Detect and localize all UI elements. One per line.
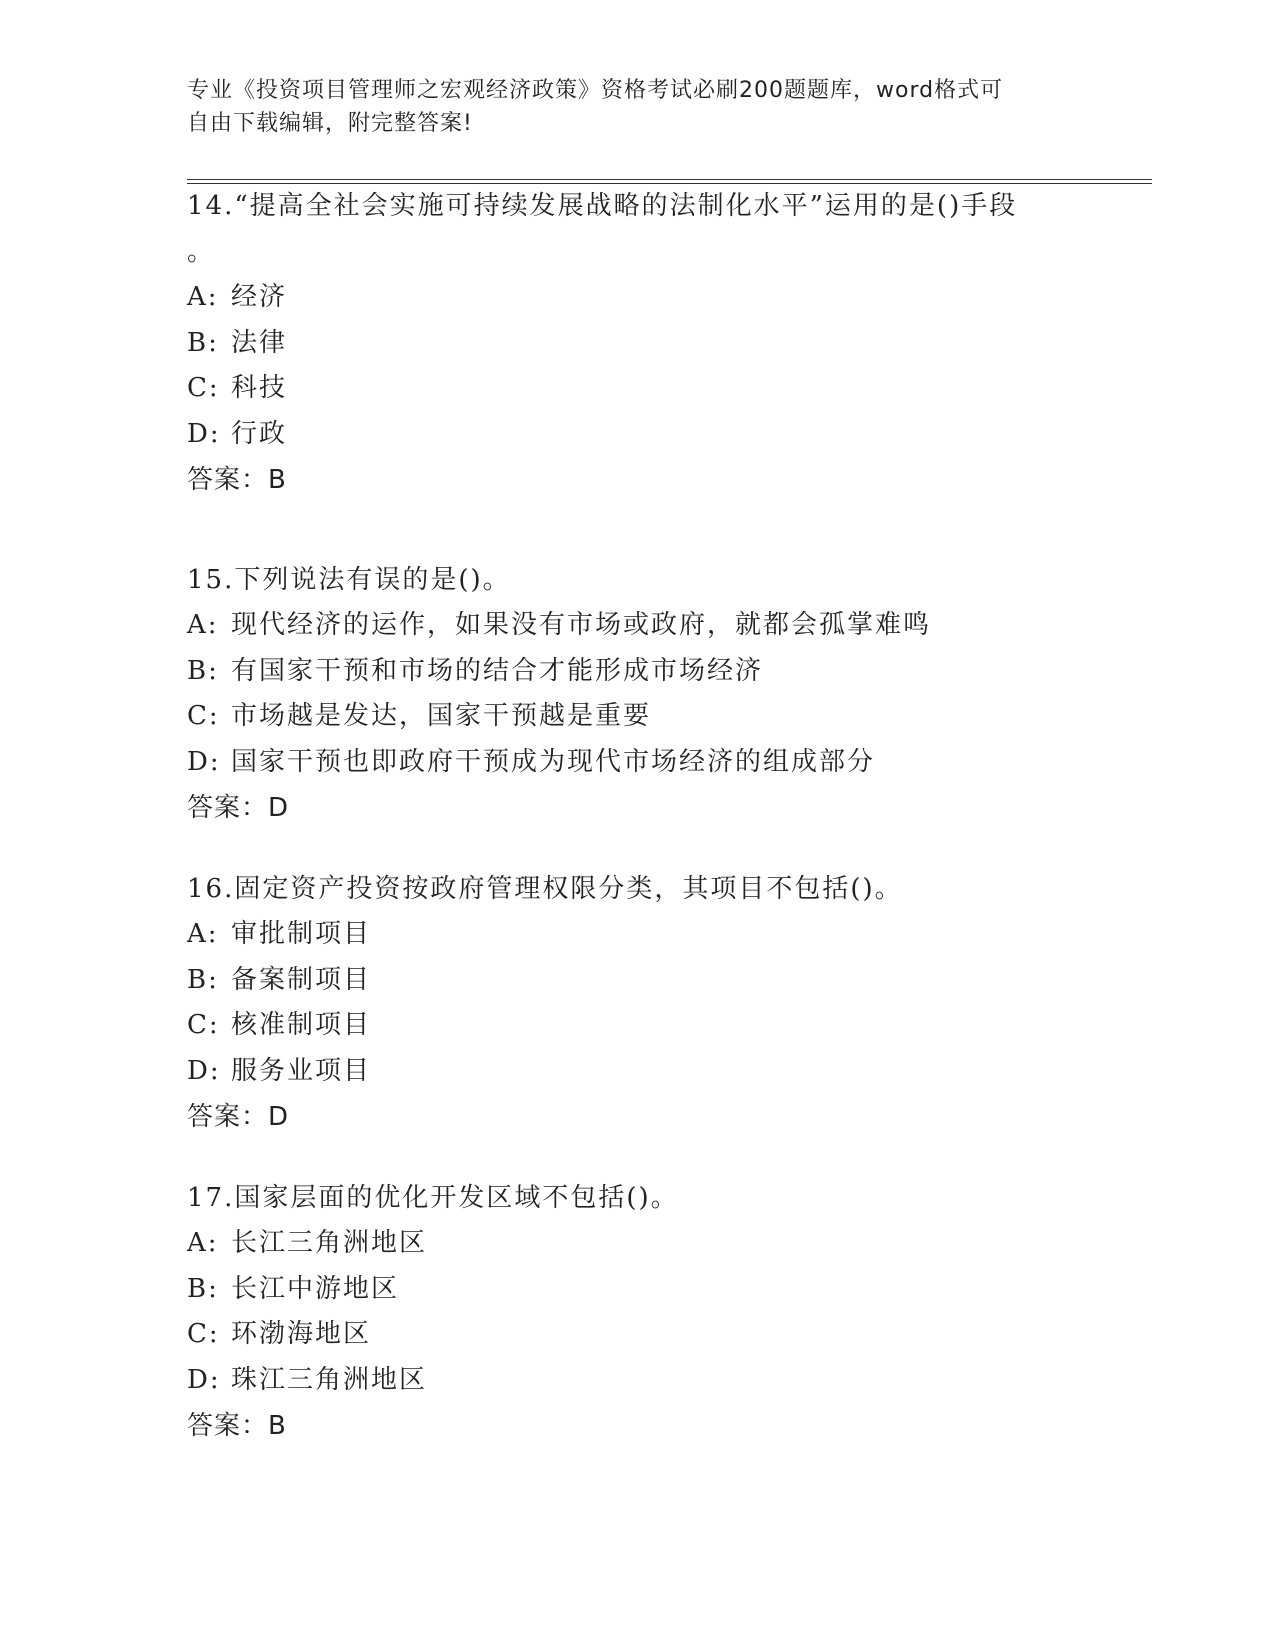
option-text: 服务业项目 [231, 1055, 372, 1086]
option-letter: A: [187, 919, 219, 949]
option-text: 市场越是发达，国家干预越是重要 [231, 701, 652, 731]
option-c [187, 366, 1087, 412]
option-b [187, 649, 1087, 695]
option-letter: A: [187, 1228, 219, 1258]
option-letter: B: [187, 964, 219, 995]
option-text: 科技 [231, 373, 288, 403]
option-d [187, 1049, 1087, 1095]
option-letter: C: [187, 701, 220, 731]
option-letter: B: [187, 1273, 219, 1304]
question-stem: 15.下列说法有误的是()。 [187, 565, 511, 595]
option-text: 经济 [231, 282, 288, 312]
question-17 [187, 1175, 1087, 1449]
answer-line: 答案：B [187, 1411, 287, 1441]
option-text: 备案制项目 [231, 964, 372, 995]
option-letter: D: [187, 418, 221, 449]
header-divider-top [187, 179, 1152, 180]
answer-line: 答案：D [187, 793, 290, 823]
option-letter: C: [187, 1319, 220, 1349]
option-text: 法律 [231, 327, 288, 358]
option-d [187, 412, 1087, 458]
option-letter: B: [187, 327, 219, 358]
option-letter: B: [187, 655, 219, 686]
header-line-2: 自由下载编辑，附完整答案! [187, 111, 473, 136]
option-letter: A: [187, 282, 219, 312]
option-letter: A: [187, 610, 219, 640]
question-14 [187, 183, 1087, 503]
header-line-1: 专业《投资项目管理师之宏观经济政策》资格考试必刷200题题库，word格式可 [187, 78, 1004, 103]
option-b [187, 1267, 1087, 1313]
document-header [187, 74, 1067, 140]
question-16 [187, 866, 1087, 1140]
option-a [187, 603, 1087, 649]
option-text: 现代经济的运作，如果没有市场或政府，就都会孤掌难鸣 [231, 610, 932, 640]
option-letter: D: [187, 746, 221, 777]
question-stem-continuation: 。 [187, 237, 216, 267]
option-letter: D: [187, 1364, 221, 1395]
option-b [187, 321, 1087, 367]
option-a [187, 1221, 1087, 1267]
option-c [187, 694, 1087, 740]
option-text: 珠江三角洲地区 [231, 1364, 428, 1395]
option-d [187, 740, 1087, 786]
option-text: 有国家干预和市场的结合才能形成市场经济 [231, 655, 764, 686]
option-text: 长江中游地区 [231, 1273, 400, 1304]
answer-line: 答案：D [187, 1102, 290, 1132]
option-text: 行政 [231, 418, 288, 449]
option-d [187, 1358, 1087, 1404]
option-a [187, 912, 1087, 958]
option-letter: C: [187, 373, 220, 403]
option-text: 长江三角洲地区 [231, 1228, 428, 1258]
answer-line: 答案：B [187, 465, 287, 495]
question-stem: 14.“提高全社会实施可持续发展战略的法制化水平”运用的是()手段 [187, 191, 1018, 221]
question-15 [187, 557, 1087, 831]
question-stem: 16.固定资产投资按政府管理权限分类，其项目不包括()。 [187, 874, 903, 904]
option-text: 核准制项目 [231, 1010, 372, 1040]
option-letter: C: [187, 1010, 220, 1040]
option-text: 环渤海地区 [231, 1319, 372, 1349]
option-text: 国家干预也即政府干预成为现代市场经济的组成部分 [231, 746, 876, 777]
option-letter: D: [187, 1055, 221, 1086]
question-stem: 17.国家层面的优化开发区域不包括()。 [187, 1183, 679, 1213]
option-c [187, 1003, 1087, 1049]
option-b [187, 958, 1087, 1004]
option-a [187, 275, 1087, 321]
option-c [187, 1312, 1087, 1358]
option-text: 审批制项目 [231, 919, 372, 949]
